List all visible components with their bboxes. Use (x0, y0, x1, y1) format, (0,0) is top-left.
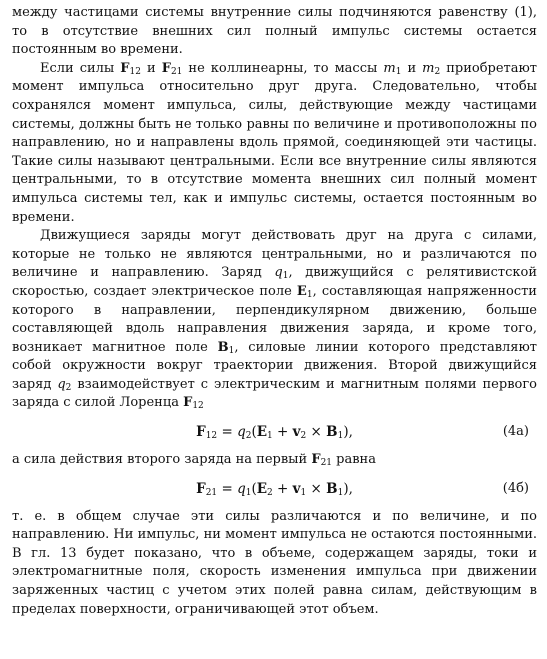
symbol-force: F (161, 60, 171, 76)
eq-operator: + (272, 480, 293, 497)
subscript: 2 (267, 487, 273, 498)
eq-symbol: q (237, 424, 246, 441)
text-run: Если силы (40, 60, 121, 76)
subscript: 12 (129, 66, 141, 77)
eq-operator: = (217, 424, 238, 441)
subscript: 2 (300, 431, 307, 442)
eq-symbol: E (256, 424, 268, 441)
eq-paren: ( (251, 424, 257, 441)
text-run: взаимодействует с электрическим и магнитным полями первого заряда с силой Лоренца (12, 376, 537, 411)
subscript: 1 (267, 431, 273, 442)
text-run: , силовые линии которого представляют собой окружности вокруг траектории движения. Второй движущийся заряд (12, 339, 538, 392)
text-run: и (140, 60, 162, 76)
eq-symbol: E (256, 480, 268, 497)
eq-paren: ), (343, 480, 353, 497)
text-run: приобретают момент импульса относительно друг друга. Следовательно, чтобы сохранялся момент импульса, силы, действующие между частицами системы, должны быть не только равны по величине и противоположны по направлению, но и направлены вдоль прямой, соединяющей эти частицы. Такие силы называют центральными. Если все внутренние силы являются центральными, то в отсутствие момента внешних сил полный момент импульса системы тел, как и импульс системы, остается постоянным во времени. (12, 60, 537, 225)
symbol-mass: m (383, 60, 396, 76)
eq-operator: + (272, 424, 293, 441)
eq-symbol: B (326, 480, 338, 497)
subscript: 21 (320, 458, 333, 469)
subscript: 1 (282, 271, 289, 282)
eq-symbol: v (292, 424, 301, 441)
subscript: 1 (395, 66, 402, 77)
paragraph-conclusion: т. е. в общем случае эти силы различаются и по величине, и по направлению. Ни импульс, ни момент импульса не остаются постоянными. В гл. 13 будет показано, что в объеме, содержащем заряды, токи и электромагнитные поля, скорость изменения импульса при движении заряженных частиц с учетом этих полей равна силам, действующим в пределах поверхности, ограничивающей этот объем. (12, 508, 537, 617)
symbol-force: F (311, 452, 321, 468)
subscript: 1 (300, 487, 307, 498)
text-run: , составляющая напряженности которого в направлении, перпендикулярном движению, больше составляющей вдоль направления движения заряда, и кроме того, возникает магнитное поле (12, 283, 537, 355)
text-run: не коллинеарны, то массы (182, 60, 384, 76)
equation-number: (4б) (502, 480, 529, 496)
text-run: Движущиеся заряды могут действовать друг на друга с силами, которые не только не являются центральными, но и различаются по величине и направлению. Заряд (12, 228, 537, 281)
symbol-force: F (120, 60, 130, 76)
eq-symbol: F (196, 480, 206, 497)
eq-symbol: v (292, 480, 301, 497)
subscript: 21 (205, 487, 218, 498)
symbol-charge: q (57, 376, 66, 392)
symbol-magnetic-field: B (217, 339, 229, 355)
symbol-force: F (183, 395, 193, 411)
subscript: 2 (65, 382, 72, 393)
paragraph-reverse-force (12, 451, 537, 470)
eq-operator: = (217, 480, 238, 497)
eq-symbol: F (196, 424, 206, 441)
symbol-charge: q (274, 265, 283, 281)
eq-paren: ), (343, 424, 353, 441)
subscript: 12 (192, 401, 204, 412)
subscript: 1 (228, 345, 235, 356)
subscript: 21 (170, 66, 183, 77)
subscript: 1 (306, 289, 313, 300)
subscript: 12 (205, 431, 218, 442)
equation-4b (12, 470, 537, 508)
text-run: а сила действия второго заряда на первый (12, 452, 312, 468)
symbol-mass: m (422, 60, 435, 76)
subscript: 1 (337, 487, 344, 498)
paragraph-moving-charges (12, 227, 537, 413)
subscript: 1 (337, 431, 344, 442)
eq-paren: ( (251, 480, 257, 497)
text-run: равна (332, 452, 376, 468)
equation-number: (4а) (502, 424, 529, 440)
paragraph-central-forces (12, 60, 537, 227)
symbol-electric-field: E (296, 283, 307, 299)
subscript: 1 (245, 487, 252, 498)
eq-operator: × (306, 424, 327, 441)
eq-operator: × (306, 480, 327, 497)
text-run: , движущийся с релятивистской скоростью, создает электрическое поле (12, 265, 537, 299)
subscript: 2 (434, 66, 441, 77)
paragraph-intro-continuation: между частицами системы внутренние силы подчиняются равенству (1), то в отсутствие внешних сил полный импульс системы остается постоянным во времени. (12, 5, 537, 58)
text-run: и (401, 60, 423, 76)
eq-symbol: B (326, 424, 338, 441)
equation-4a (12, 413, 537, 451)
eq-symbol: q (237, 480, 246, 497)
subscript: 2 (245, 431, 252, 442)
